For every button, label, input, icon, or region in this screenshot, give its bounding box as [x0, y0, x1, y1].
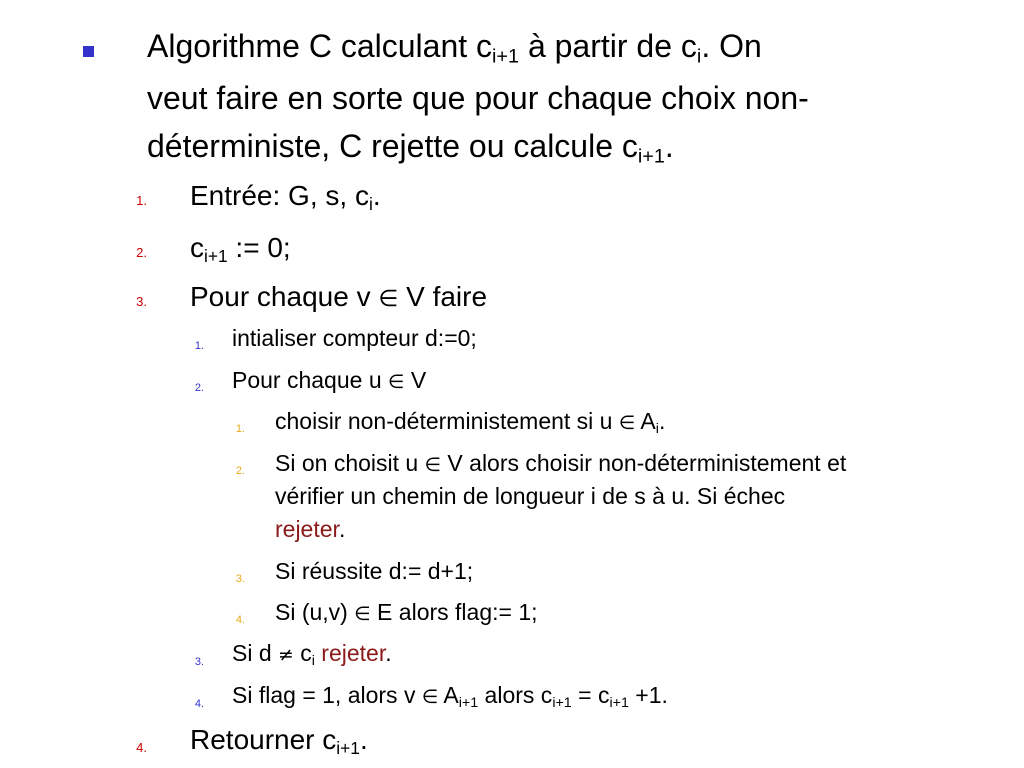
- main-line-2: veut faire en sorte que pour chaque choix non-: [147, 80, 809, 116]
- element-of-symbol: ∈: [388, 371, 405, 393]
- step-text-end: .: [359, 724, 368, 755]
- step-1-text: [190, 180, 381, 212]
- substep-3-text: [232, 640, 392, 667]
- step-text-end: V faire: [398, 281, 488, 312]
- step-2-text: [190, 232, 291, 264]
- step-3-text: [190, 281, 487, 313]
- subscript: i+1: [336, 737, 360, 758]
- subsubstep-text-end: V alors choisir non-déterministement et: [441, 450, 847, 476]
- step-text-end: .: [372, 180, 381, 211]
- subscript: i+1: [204, 245, 228, 266]
- subsubstep-text: Si (u,v): [275, 599, 355, 625]
- step-text: c: [190, 232, 204, 263]
- substep-number: 1.: [194, 340, 204, 352]
- substep-text-end: .: [385, 640, 392, 666]
- element-of-symbol: ∈: [378, 286, 399, 312]
- main-line-1-text: Algorithme C calculant c: [147, 28, 493, 64]
- subscript: i: [655, 420, 659, 437]
- subscript: i+1: [609, 694, 629, 711]
- subsubstep-4-text: [275, 599, 538, 626]
- subsubstep-3-text: Si réussite d:= d+1;: [275, 558, 474, 584]
- bullet-square-icon: [83, 46, 94, 57]
- substep-4-text: [232, 682, 668, 709]
- step-4-text: [190, 724, 368, 756]
- step-text: Retourner c: [190, 724, 337, 755]
- subsubstep-text-end: .: [658, 408, 666, 434]
- step-number: 3.: [136, 294, 147, 309]
- subsubstep-number: 2.: [235, 465, 245, 477]
- main-line-3-text-end: .: [664, 128, 674, 164]
- subsubstep-number: 3.: [235, 573, 245, 585]
- reject-keyword: rejeter: [275, 516, 339, 542]
- step-number: 4.: [136, 740, 147, 755]
- substep-text-end: V: [404, 367, 427, 393]
- subsubstep-text-mid: A: [635, 408, 656, 434]
- step-number: 1.: [136, 193, 147, 208]
- subscript: i+1: [492, 45, 520, 68]
- step-number: 2.: [136, 245, 147, 260]
- step-text: Entrée: G, s, c: [190, 180, 369, 211]
- subsubstep-2-line-2: vérifier un chemin de longueur i de s à u. Si échec: [275, 483, 786, 509]
- subscript: i: [696, 45, 702, 68]
- subsubstep-text-end: .: [338, 516, 346, 542]
- element-of-symbol: ∈: [354, 603, 371, 625]
- subsubstep-1-text: [275, 408, 665, 435]
- reject-keyword: rejeter: [321, 640, 386, 666]
- step-text-end: := 0;: [227, 232, 291, 263]
- substep-text: Si d: [232, 640, 279, 666]
- subsubstep-text: choisir non-déterministement si u: [275, 408, 619, 434]
- subscript: i+1: [637, 145, 665, 168]
- main-line-3: [147, 128, 674, 168]
- subsubstep-2-text: [275, 450, 846, 477]
- subscript: i+1: [552, 694, 572, 711]
- subscript: i: [311, 652, 315, 669]
- subsubstep-text: Si on choisit u: [275, 450, 425, 476]
- element-of-symbol: ∈: [618, 412, 636, 434]
- substep-text-d: +1.: [628, 682, 668, 708]
- main-line-3-text: déterministe, C rejette ou calcule c: [147, 128, 638, 164]
- not-equal-symbol: ≠: [278, 644, 294, 666]
- substep-2-text: [232, 367, 426, 394]
- substep-number: 4.: [194, 698, 204, 710]
- subscript: i+1: [458, 694, 479, 711]
- subsubstep-text-end: E alors flag:= 1;: [370, 599, 538, 625]
- substep-text-b: alors c: [478, 682, 553, 708]
- subsubstep-2-line-3: [275, 516, 345, 543]
- element-of-symbol: ∈: [424, 454, 442, 476]
- step-text: Pour chaque v: [190, 281, 379, 312]
- main-line-1-text-mid: à partir de c: [519, 28, 697, 64]
- substep-text-a: A: [438, 682, 459, 708]
- substep-text: Pour chaque u: [232, 367, 389, 393]
- substep-number: 3.: [194, 656, 204, 668]
- substep-1-text: intialiser compteur d:=0;: [232, 325, 477, 351]
- subscript: i: [368, 193, 373, 214]
- substep-text: Si flag = 1, alors v: [232, 682, 422, 708]
- main-line-1: [147, 28, 762, 68]
- subsubstep-number: 1.: [235, 423, 245, 435]
- main-line-1-text-end: . On: [701, 28, 762, 64]
- substep-text-mid: c: [293, 640, 312, 666]
- subsubstep-number: 4.: [235, 614, 245, 626]
- element-of-symbol: ∈: [421, 686, 439, 708]
- substep-text-c: = c: [571, 682, 610, 708]
- substep-number: 2.: [194, 382, 204, 394]
